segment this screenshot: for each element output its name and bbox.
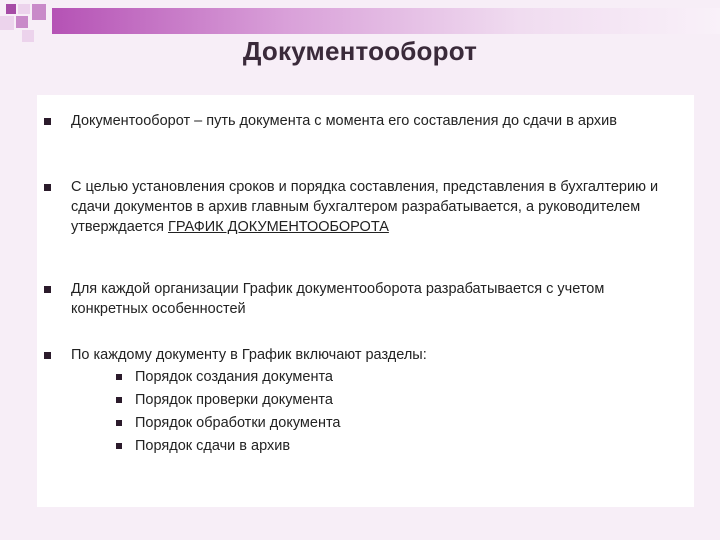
decor-square	[18, 4, 30, 14]
bullet-icon	[44, 118, 51, 125]
list-item-label: С целью установления сроков и порядка составления, представления в бухгалтерию и сдачи документов в архив главным бухгалтером разрабатывается, а руководителем утверждается	[71, 179, 659, 235]
list-item-label: Документооборот – путь документа с момента его составления до сдачи в архив	[71, 113, 617, 129]
sub-list-item-label: Порядок проверки документа	[135, 392, 333, 408]
sub-list-item-label: Порядок сдачи в архив	[135, 438, 291, 454]
bullet-icon	[44, 286, 51, 293]
list-item-label: По каждому документу в График включают разделы:	[71, 347, 427, 363]
bullet-icon	[116, 397, 122, 403]
sub-list-item-label: Порядок обработки документа	[135, 415, 341, 431]
bullet-icon	[116, 443, 122, 449]
decor-square	[0, 16, 14, 30]
content-box	[37, 95, 694, 507]
decor-square	[16, 16, 28, 28]
header-band	[52, 8, 720, 34]
list-item-text	[71, 345, 681, 365]
decor-square	[32, 4, 46, 20]
bullet-icon	[116, 374, 122, 380]
sub-list-item-label: Порядок создания документа	[135, 369, 333, 385]
decor-square	[6, 4, 16, 14]
list-item-text	[71, 177, 681, 237]
bullet-icon	[44, 184, 51, 191]
list-item-text	[71, 111, 681, 131]
emphasis-text: ГРАФИК ДОКУМЕНТООБОРОТА	[167, 219, 389, 235]
list-item-text	[71, 279, 681, 319]
bullet-icon	[44, 352, 51, 359]
list-item-label: Для каждой организации График документооборота разрабатывается с учетом конкретных особенностей	[71, 281, 605, 317]
bullet-icon	[116, 420, 122, 426]
page-title: Документооборот	[242, 36, 478, 66]
